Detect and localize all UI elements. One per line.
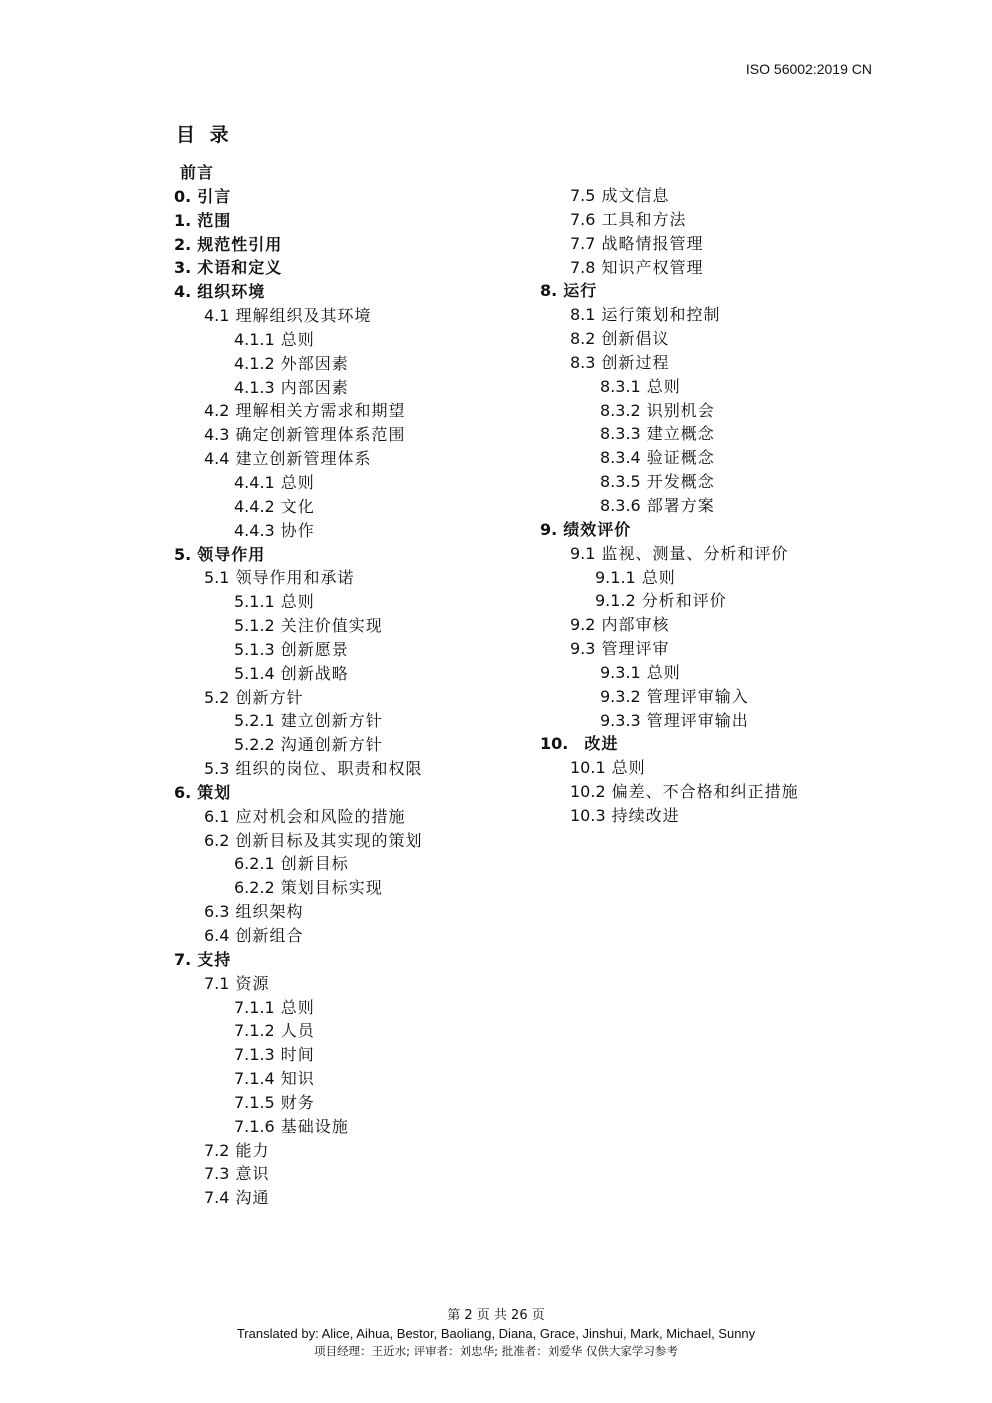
toc-entry-title: 前言 [180, 163, 215, 182]
toc-entry-number: 10. [540, 734, 569, 754]
toc-entry[interactable] [174, 1091, 514, 1115]
toc-entry[interactable] [174, 948, 514, 972]
toc-entry-number: 8.3.1 [600, 376, 641, 396]
toc-entry[interactable] [174, 590, 514, 614]
toc-entry-number: 7.1.6 [234, 1116, 275, 1136]
toc-entry[interactable] [174, 566, 514, 590]
toc-entry-number: 1. [174, 210, 192, 230]
page-number: 第 2 页 共 26 页 [447, 1308, 545, 1323]
toc-entry-number: 5.2 [204, 687, 230, 707]
toc-entry-title: 知识产权管理 [601, 257, 704, 277]
toc-entry[interactable] [174, 662, 514, 686]
toc-entry-title: 监视、测量、分析和评价 [601, 543, 789, 563]
toc-entry[interactable] [540, 732, 900, 756]
toc-entry-title: 沟通创新方针 [280, 735, 383, 755]
toc-entry-title: 组织环境 [197, 282, 266, 302]
toc-entry[interactable] [540, 613, 900, 637]
toc-entry-number: 6.4 [204, 926, 230, 945]
toc-entry[interactable] [174, 399, 514, 423]
toc-entry-number: 5.1.3 [234, 639, 275, 659]
toc-entry-number: 6.3 [204, 902, 230, 922]
toc-entry[interactable] [540, 327, 900, 351]
toc-entry[interactable] [540, 470, 900, 494]
toc-entry-number: 9.1 [570, 543, 596, 563]
toc-entry[interactable] [540, 804, 900, 828]
toc-entry-title: 基础设施 [280, 1116, 349, 1136]
toc-entry-title: 领导作用 [197, 544, 266, 564]
toc-entry-number: 4.1 [204, 306, 230, 326]
translators-line: Translated by: Alice, Aihua, Bestor, Baoliang, Diana, Grace, Jinshui, Mark, Michael, Sunny [236, 1326, 756, 1341]
toc-entry[interactable] [540, 256, 900, 280]
reviewers-line: 项目经理：王近水; 评审者：刘忠华; 批准者：刘爱华 仅供大家学习参考 [314, 1344, 678, 1358]
toc-entry-title: 改进 [584, 734, 619, 754]
toc-entry-number: 6.1 [204, 806, 230, 826]
toc-entry[interactable] [174, 733, 514, 757]
toc-entry-title: 知识 [280, 1069, 315, 1089]
toc-entry-title: 创新愿景 [280, 639, 349, 659]
toc-entry[interactable] [540, 184, 900, 208]
toc-entry-title: 管理评审 [601, 639, 670, 659]
toc-entry-title: 总则 [280, 329, 315, 349]
toc-entry-title: 工具和方法 [601, 209, 687, 229]
toc-entry-title: 验证概念 [646, 448, 715, 468]
toc-entry[interactable] [174, 1019, 514, 1043]
toc-entry[interactable] [174, 495, 514, 519]
toc-entry-number: 9.3 [570, 639, 596, 659]
toc-entry[interactable] [174, 900, 514, 924]
toc-entry[interactable] [174, 709, 514, 733]
toc-entry-title: 总则 [641, 567, 676, 587]
toc-entry-title: 财务 [280, 1092, 315, 1112]
toc-entry[interactable] [540, 709, 900, 733]
toc-entry-number: 8.1 [570, 305, 596, 325]
toc-entry-title: 建立创新管理体系 [235, 449, 372, 469]
toc-entry[interactable] [540, 422, 900, 446]
toc-entry[interactable] [174, 161, 514, 185]
toc-entry[interactable] [174, 471, 514, 495]
toc-entry-title: 支持 [197, 949, 232, 969]
toc-entry-title: 理解组织及其环境 [235, 306, 372, 326]
toc-entry[interactable] [174, 686, 514, 710]
toc-entry-number: 9.2 [570, 615, 596, 635]
toc-entry-title: 规范性引用 [197, 234, 283, 254]
toc-entry[interactable] [174, 924, 514, 948]
toc-entry[interactable] [540, 303, 900, 327]
toc-entry-title: 关注价值实现 [280, 616, 383, 636]
toc-entry-title: 领导作用和承诺 [235, 568, 355, 588]
toc-entry[interactable] [540, 351, 900, 375]
toc-entry[interactable] [540, 518, 900, 542]
toc-entry[interactable] [174, 829, 514, 853]
toc-entry-number: 8. [540, 281, 558, 301]
toc-entry-number: 7.3 [204, 1164, 230, 1184]
toc-entry-title: 创新战略 [280, 663, 349, 683]
toc-entry-title: 偏差、不合格和纠正措施 [611, 782, 799, 802]
toc-entry-number: 4.1.3 [234, 377, 275, 397]
toc-entry[interactable] [174, 972, 514, 996]
toc-entry-title: 创新组合 [235, 926, 304, 945]
toc-entry-title: 管理评审输出 [646, 710, 749, 730]
toc-entry[interactable] [540, 780, 900, 804]
toc-entry[interactable] [174, 376, 514, 400]
toc-entry-number: 8.2 [570, 329, 596, 349]
toc-entry-number: 5.1.4 [234, 663, 275, 683]
toc-entry-title: 识别机会 [646, 400, 715, 420]
toc-entry-number: 8.3.6 [600, 495, 641, 515]
toc-entry-title: 创新目标 [280, 854, 349, 874]
toc-entry[interactable] [174, 1043, 514, 1067]
toc-entry-number: 4.4.2 [234, 496, 275, 516]
toc-entry-title: 意识 [235, 1164, 270, 1184]
toc-entry-number: 3. [174, 258, 192, 278]
toc-entry-number: 7.1.1 [234, 997, 275, 1017]
toc-entry-number: 4.2 [204, 401, 230, 421]
toc-entry[interactable] [540, 494, 900, 518]
toc-entry[interactable] [540, 685, 900, 709]
toc-entry-title: 能力 [235, 1140, 270, 1160]
toc-entry[interactable] [174, 781, 514, 805]
toc-entry-number: 4.4.3 [234, 520, 275, 540]
toc-entry-title: 运行策划和控制 [601, 305, 721, 325]
toc-entry[interactable] [174, 447, 514, 471]
toc-entry-title: 内部审核 [601, 615, 670, 635]
toc-entry[interactable] [540, 208, 900, 232]
toc-entry-title: 组织的岗位、职责和权限 [235, 759, 423, 779]
toc-entry-number: 6.2.1 [234, 854, 275, 874]
toc-entry-number: 8.3.3 [600, 424, 641, 444]
toc-entry[interactable] [174, 328, 514, 352]
toc-entry[interactable] [174, 757, 514, 781]
toc-entry[interactable] [174, 805, 514, 829]
toc-entry[interactable] [540, 375, 900, 399]
toc-entry[interactable] [540, 661, 900, 685]
toc-entry-title: 应对机会和风险的措施 [235, 806, 406, 826]
toc-entry-title: 确定创新管理体系范围 [235, 425, 406, 445]
toc-entry-title: 外部因素 [280, 353, 349, 373]
toc-entry-number: 0. [174, 186, 192, 206]
toc-entry[interactable] [174, 185, 514, 209]
toc-entry-title: 分析和评价 [641, 591, 727, 611]
toc-entry[interactable] [174, 233, 514, 257]
toc-entry[interactable] [174, 638, 514, 662]
toc-entry-number: 7.1.4 [234, 1069, 275, 1089]
toc-entry-title: 范围 [197, 210, 232, 230]
toc-entry-title: 创新倡议 [601, 329, 670, 349]
toc-entry-number: 6.2.2 [234, 878, 275, 898]
toc-entry-title: 创新方针 [235, 687, 304, 707]
toc-entry-title: 术语和定义 [197, 258, 283, 278]
toc-entry-number: 7.1 [204, 973, 230, 993]
toc-entry-number: 7. [174, 949, 192, 969]
toc-entry-number: 7.2 [204, 1140, 230, 1160]
toc-title: 目 录 [176, 124, 233, 146]
toc-entry-number: 9.1.2 [595, 591, 636, 611]
toc-entry-number: 7.1.5 [234, 1092, 275, 1112]
toc-entry-title: 建立创新方针 [280, 711, 383, 731]
toc-entry[interactable] [174, 1115, 514, 1139]
toc-entry-number: 9.3.1 [600, 662, 641, 682]
toc-entry-number: 5.3 [204, 759, 230, 779]
toc-entry[interactable] [174, 304, 514, 328]
toc-entry-title: 部署方案 [646, 495, 715, 515]
toc-entry-title: 战略情报管理 [601, 233, 704, 253]
toc-entry-number: 10.2 [570, 782, 606, 802]
toc-entry-number: 8.3.2 [600, 400, 641, 420]
toc-entry-number: 4.4.1 [234, 472, 275, 492]
toc-entry[interactable] [174, 543, 514, 567]
toc-entry-number: 6.2 [204, 830, 230, 850]
toc-entry[interactable] [540, 542, 900, 566]
toc-entry-title: 沟通 [235, 1188, 270, 1208]
toc-entry-number: 5.1.1 [234, 592, 275, 612]
toc-left-column [174, 161, 514, 1210]
toc-entry-title: 策划目标实现 [280, 878, 383, 898]
toc-entry-title: 管理评审输入 [646, 686, 749, 706]
toc-entry-number: 8.3.4 [600, 448, 641, 468]
toc-entry[interactable] [174, 256, 514, 280]
toc-entry-title: 成文信息 [601, 186, 670, 205]
toc-entry-title: 绩效评价 [563, 519, 632, 539]
toc-entry[interactable] [174, 209, 514, 233]
toc-entry-title: 组织架构 [235, 902, 304, 922]
toc-entry[interactable] [174, 280, 514, 304]
toc-right-column [540, 184, 900, 828]
toc-entry-number: 7.1.2 [234, 1021, 275, 1041]
toc-entry-title: 人员 [280, 1021, 315, 1041]
toc-entry[interactable] [174, 1067, 514, 1091]
toc-entry-number: 4.3 [204, 425, 230, 445]
toc-entry-title: 建立概念 [646, 424, 715, 444]
toc-entry-number: 4.1.1 [234, 329, 275, 349]
toc-entry[interactable] [174, 1139, 514, 1163]
toc-entry-title: 引言 [197, 186, 232, 206]
toc-entry[interactable] [540, 232, 900, 256]
toc-entry[interactable] [174, 423, 514, 447]
toc-entry-number: 6. [174, 782, 192, 802]
toc-entry-title: 内部因素 [280, 377, 349, 397]
toc-entry[interactable] [540, 399, 900, 423]
toc-entry-number: 9. [540, 519, 558, 539]
toc-entry-number: 4.1.2 [234, 353, 275, 373]
toc-entry-number: 7.7 [570, 233, 596, 253]
document-code: ISO 56002:2019 CN [745, 61, 872, 77]
toc-entry[interactable] [540, 637, 900, 661]
page-footer [0, 1306, 992, 1360]
toc-entry-title: 总则 [646, 376, 681, 396]
toc-entry-title: 文化 [280, 496, 315, 516]
toc-entry[interactable] [174, 1186, 514, 1210]
toc-entry-title: 协作 [280, 520, 315, 540]
toc-entry-title: 总则 [280, 997, 315, 1017]
toc-entry[interactable] [540, 566, 900, 590]
toc-entry[interactable] [174, 614, 514, 638]
toc-entry-number: 7.6 [570, 209, 596, 229]
toc-entry-number: 8.3 [570, 352, 596, 372]
toc-entry-title: 开发概念 [646, 472, 715, 492]
toc-entry-number: 10.3 [570, 805, 606, 825]
toc-entry-title: 总则 [646, 662, 681, 682]
toc-entry-title: 创新目标及其实现的策划 [235, 830, 423, 850]
toc-entry-title: 总则 [280, 472, 315, 492]
toc-entry[interactable] [174, 519, 514, 543]
toc-entry-number: 4.4 [204, 449, 230, 469]
toc-entry-number: 10.1 [570, 758, 606, 778]
toc-entry-number: 9.1.1 [595, 567, 636, 587]
toc-entry[interactable] [174, 1162, 514, 1186]
toc-entry[interactable] [174, 352, 514, 376]
toc-entry-number: 7.5 [570, 186, 596, 205]
toc-entry-number: 7.4 [204, 1188, 230, 1208]
toc-entry-number: 9.3.2 [600, 686, 641, 706]
toc-entry[interactable] [540, 589, 900, 613]
toc-entry-title: 策划 [197, 782, 232, 802]
toc-entry-title: 资源 [235, 973, 270, 993]
toc-entry-number: 8.3.5 [600, 472, 641, 492]
toc-entry[interactable] [540, 279, 900, 303]
toc-entry[interactable] [174, 852, 514, 876]
toc-entry-number: 2. [174, 234, 192, 254]
toc-entry-title: 持续改进 [611, 805, 680, 825]
toc-entry-number: 5.1.2 [234, 616, 275, 636]
toc-entry-number: 5.2.1 [234, 711, 275, 731]
toc-entry-title: 创新过程 [601, 352, 670, 372]
toc-entry[interactable] [174, 996, 514, 1020]
toc-entry-title: 运行 [563, 281, 598, 301]
toc-entry[interactable] [540, 756, 900, 780]
toc-entry-title: 总则 [611, 758, 646, 778]
toc-entry[interactable] [174, 876, 514, 900]
toc-entry-number: 5. [174, 544, 192, 564]
toc-entry-number: 7.8 [570, 257, 596, 277]
toc-entry-title: 总则 [280, 592, 315, 612]
toc-entry-number: 5.2.2 [234, 735, 275, 755]
toc-entry-number: 9.3.3 [600, 710, 641, 730]
toc-entry-title: 时间 [280, 1045, 315, 1065]
toc-entry-number: 4. [174, 282, 192, 302]
toc-entry[interactable] [540, 446, 900, 470]
toc-entry-number: 5.1 [204, 568, 230, 588]
toc-entry-title: 理解相关方需求和期望 [235, 401, 406, 421]
toc-entry-number: 7.1.3 [234, 1045, 275, 1065]
